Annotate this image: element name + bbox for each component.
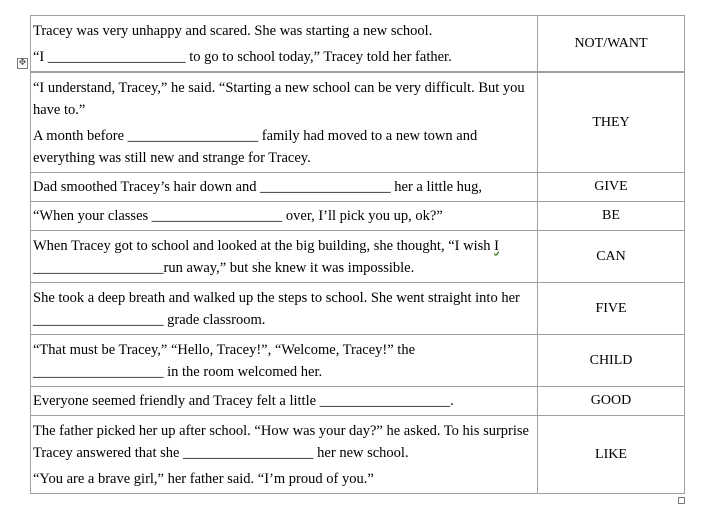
- sentence-line: Tracey was very unhappy and scared. She was starting a new school.: [33, 22, 433, 39]
- base-word-cell: GIVE: [538, 173, 685, 202]
- sentence-text: __________________run away,” but she knew it was impossible.: [33, 259, 415, 276]
- table-row: [31, 416, 685, 494]
- table-row: [31, 231, 685, 283]
- table-row: [31, 16, 685, 72]
- sentence-line: “When your classes __________________ over, I’ll pick you up, ok?”: [33, 208, 443, 224]
- table-row: [31, 73, 685, 173]
- base-word-cell: THEY: [538, 73, 685, 173]
- sentence-cell: [31, 202, 538, 231]
- table-resize-handle-icon[interactable]: [678, 497, 685, 504]
- sentence-line: Everyone seemed friendly and Tracey felt a little __________________.: [33, 393, 454, 409]
- sentence-line: Dad smoothed Tracey’s hair down and __________________ her a little hug,: [33, 179, 483, 195]
- table-move-handle-icon[interactable]: ✥: [18, 58, 27, 68]
- exercise-table-top: [30, 15, 685, 72]
- base-word-cell: LIKE: [538, 416, 685, 494]
- sentence-line: “You are a brave girl,” her father said. “I’m proud of you.”: [33, 470, 374, 487]
- base-word-cell: BE: [538, 202, 685, 231]
- sentence-cell: [31, 231, 538, 283]
- base-word-cell: CAN: [538, 231, 685, 283]
- sentence-line: “That must be Tracey,” “Hello, Tracey!”, “Welcome, Tracey!” the __________________ in the room welcomed her.: [33, 341, 416, 380]
- sentence-text: When Tracey got to school and looked at the big building, she thought, “I wish: [33, 237, 491, 254]
- base-word-cell: FIVE: [538, 283, 685, 335]
- sentence-line: [33, 235, 533, 279]
- table-row: [31, 173, 685, 202]
- sentence-cell: [31, 283, 538, 335]
- base-word-cell: GOOD: [538, 387, 685, 416]
- base-word-cell: CHILD: [538, 335, 685, 387]
- table-row: [31, 283, 685, 335]
- spell-check-word: I: [494, 237, 499, 254]
- base-word-cell: NOT/WANT: [538, 16, 685, 72]
- sentence-line: A month before __________________ family had moved to a new town and everything was still new and strange for Tracey.: [33, 127, 478, 166]
- sentence-line: She took a deep breath and walked up the steps to school. She went straight into her __________________ grade classroom.: [33, 289, 520, 328]
- table-row: [31, 335, 685, 387]
- sentence-line: The father picked her up after school. “How was your day?” he asked. To his surprise Tracey answered that she __________________ her new school.: [33, 422, 529, 461]
- sentence-cell: [31, 387, 538, 416]
- sentence-cell: [31, 173, 538, 202]
- sentence-cell: [31, 16, 538, 72]
- table-row: [31, 387, 685, 416]
- exercise-table: [30, 72, 685, 494]
- sentence-cell: [31, 335, 538, 387]
- table-row: [31, 202, 685, 231]
- sentence-line: “I understand, Tracey,” he said. “Starting a new school can be very difficult. But you have to.”: [33, 79, 525, 118]
- sentence-cell: [31, 416, 538, 494]
- sentence-line: “I ___________________ to go to school today,” Tracey told her father.: [33, 48, 452, 65]
- sentence-cell: [31, 73, 538, 173]
